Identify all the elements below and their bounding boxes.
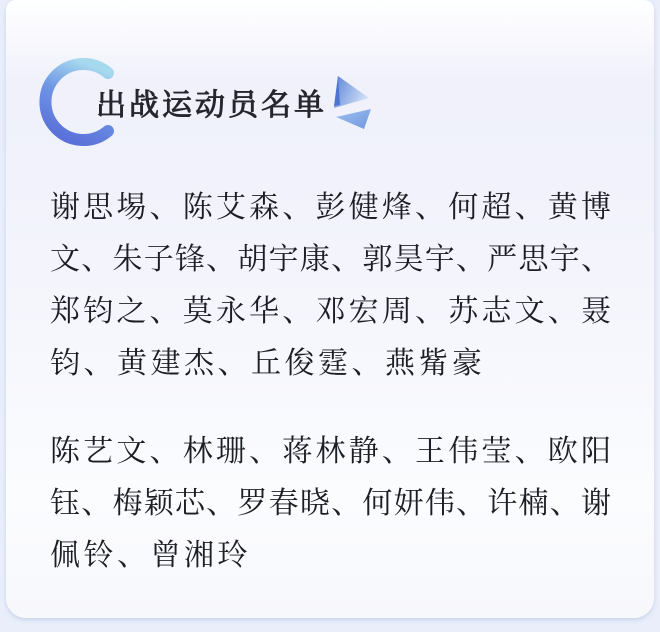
roster-line: 佩铃、曾湘玲 bbox=[50, 539, 251, 572]
roster-line: 陈艺文、林珊、蒋林静、王伟莹、欧阳 bbox=[50, 435, 611, 468]
roster-line: 钰、梅颖芯、罗春晓、何妍伟、许楠、谢 bbox=[50, 487, 611, 520]
page-title: 出战运动员名单 bbox=[96, 89, 327, 122]
women-roster-paragraph bbox=[50, 426, 611, 582]
paper-plane-icon bbox=[327, 72, 381, 137]
roster-line: 钧、黄建杰、丘俊霆、燕觜豪 bbox=[50, 347, 486, 380]
roster-line: 文、朱子锋、胡宇康、郭昊宇、严思宇、 bbox=[50, 243, 611, 276]
card-header bbox=[6, 0, 654, 168]
roster-line: 郑钧之、莫永华、邓宏周、苏志文、聂 bbox=[50, 295, 611, 328]
roster-line: 谢思埸、陈艾森、彭健烽、何超、黄博 bbox=[50, 191, 611, 224]
athlete-roster bbox=[50, 182, 611, 618]
athlete-roster-card bbox=[6, 0, 654, 618]
men-roster-paragraph bbox=[50, 182, 611, 390]
